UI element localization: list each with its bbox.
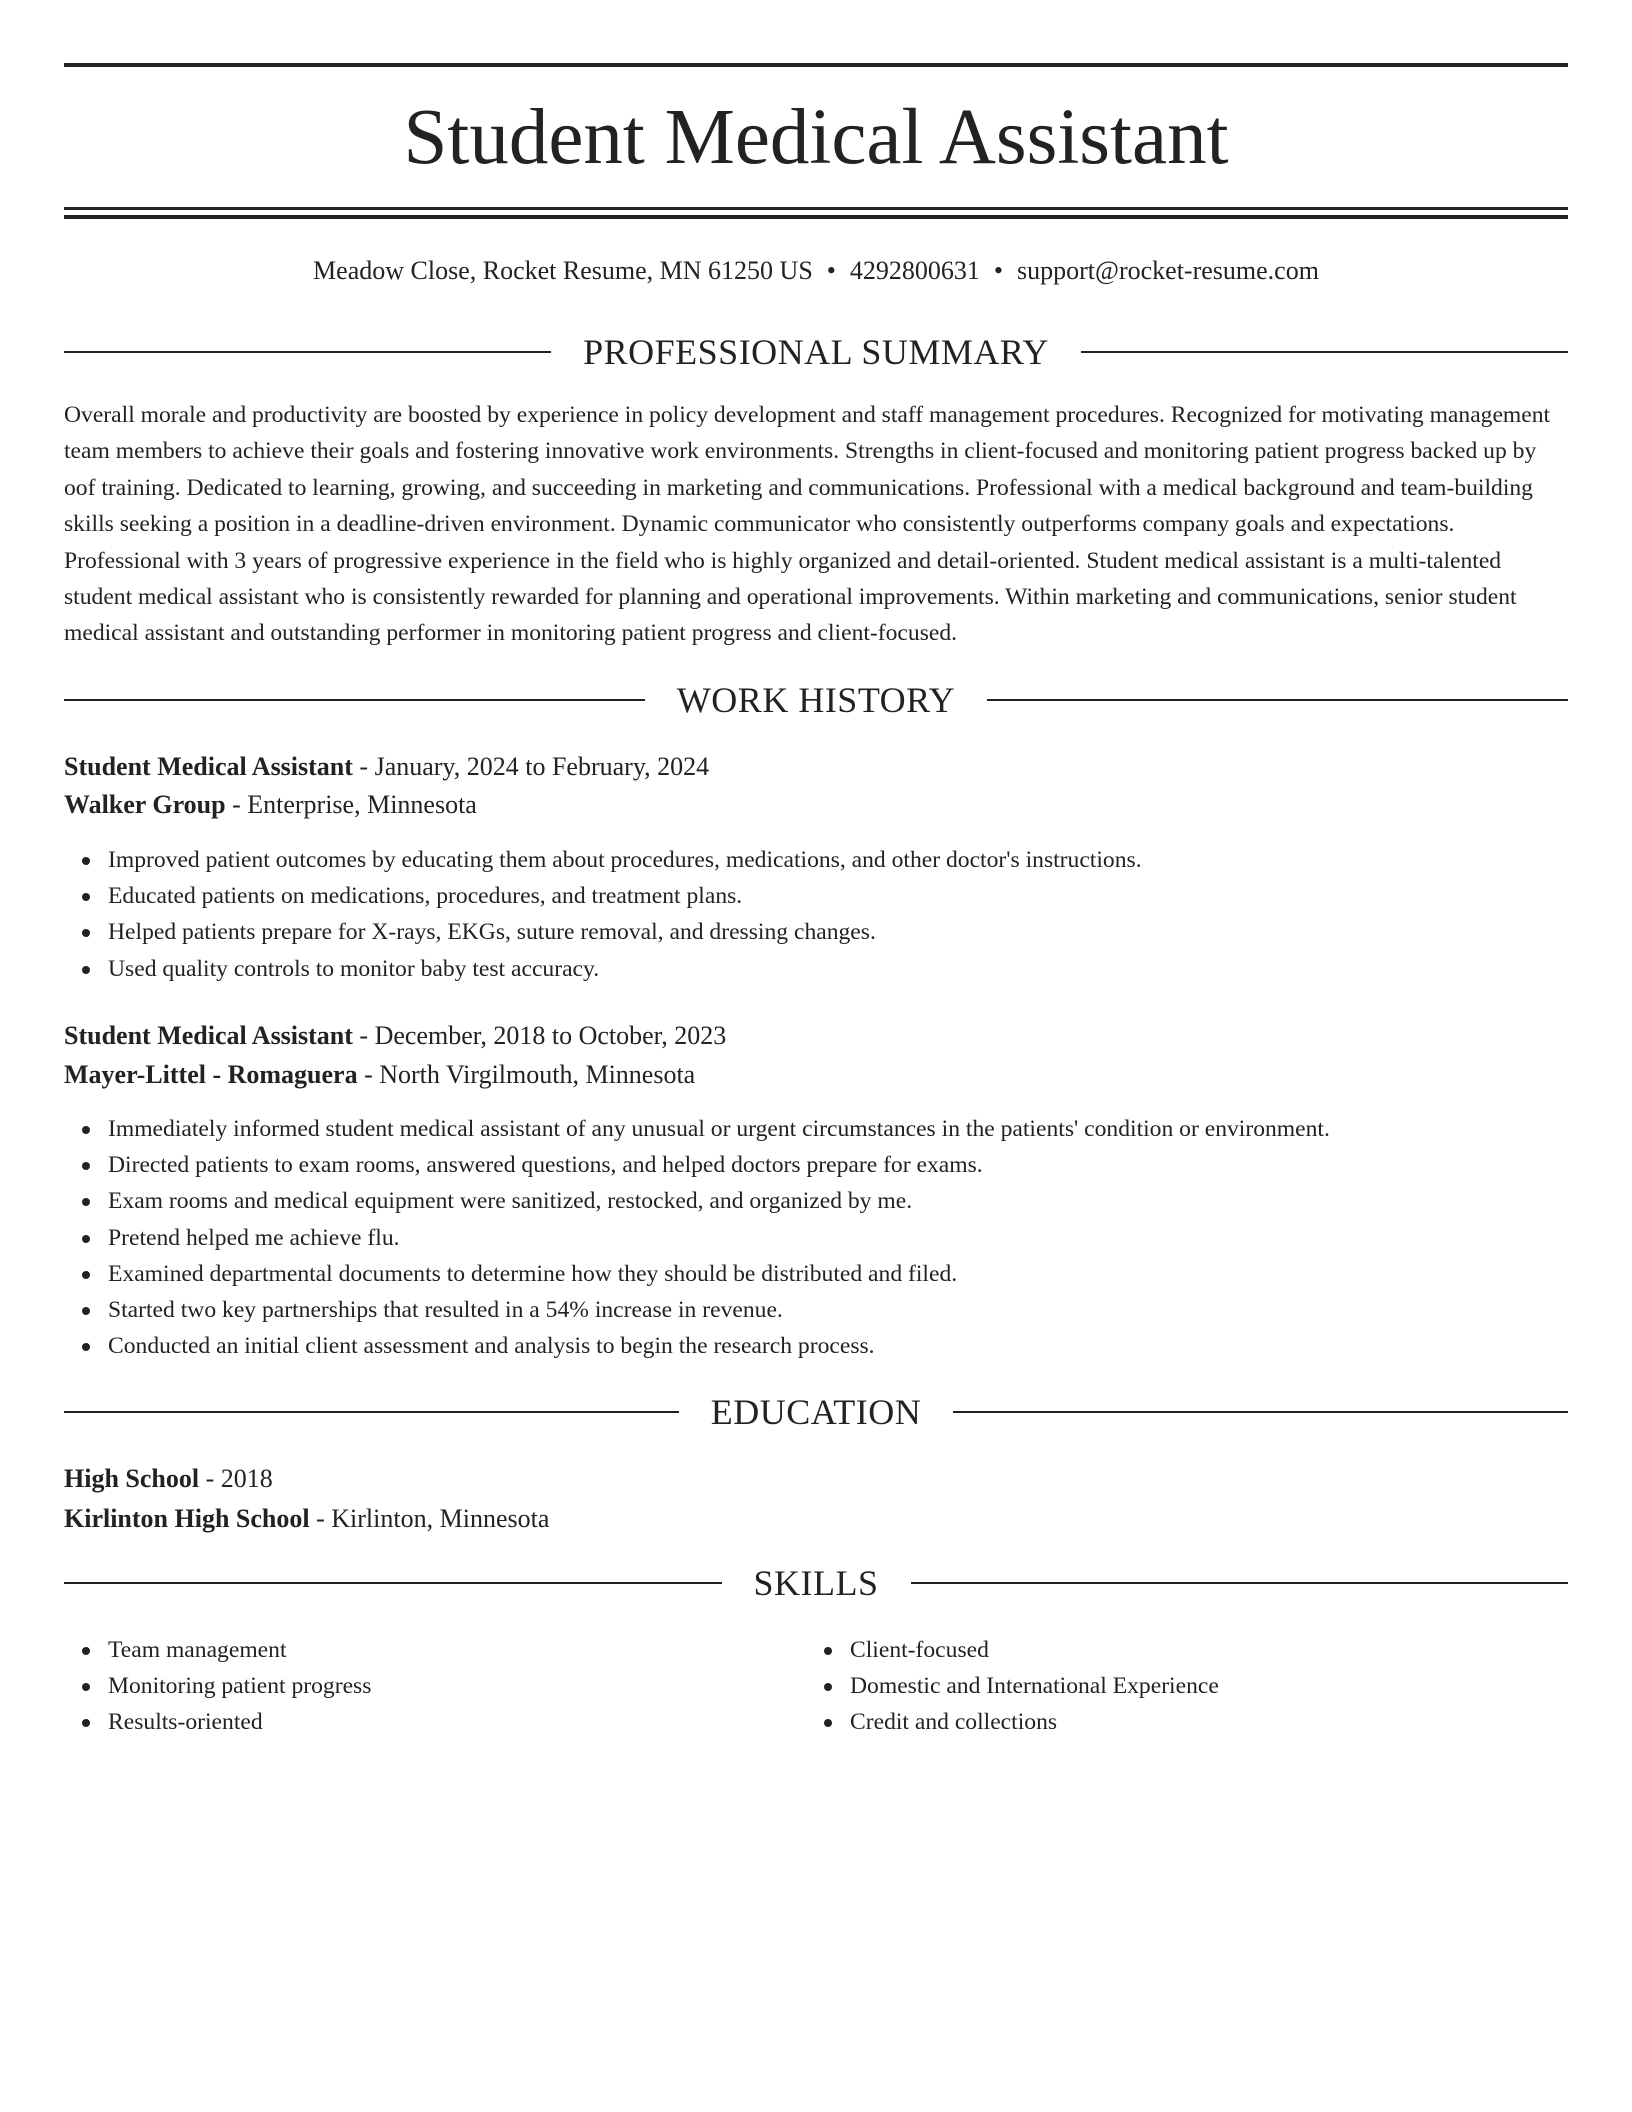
list-item: Monitoring patient progress <box>108 1668 371 1704</box>
bullet-dot <box>82 1126 90 1134</box>
list-item: Helped patients prepare for X-rays, EKGs, suture removal, and dressing changes. <box>108 914 1612 950</box>
contact-separator: • <box>826 256 836 285</box>
list-item: Exam rooms and medical equipment were sanitized, restocked, and organized by me. <box>108 1183 1612 1219</box>
heading-rule-left <box>64 699 645 701</box>
job-1-location: - Enterprise, Minnesota <box>225 790 477 819</box>
list-item: Used quality controls to monitor baby test accuracy. <box>108 951 1612 987</box>
job-2-company: Mayer-Littel - Romaguera <box>64 1060 358 1089</box>
heading-rule-right <box>953 1411 1568 1413</box>
education-degree: High School <box>64 1464 200 1493</box>
job-2-bullets <box>64 1111 1612 1364</box>
job-1-company-line <box>64 787 1568 823</box>
education-year: - 2018 <box>199 1464 273 1493</box>
list-item: Credit and collections <box>850 1704 1219 1740</box>
work-heading-label: WORK HISTORY <box>676 680 956 720</box>
job-1-company: Walker Group <box>64 790 226 819</box>
bullet-dot <box>82 1647 90 1655</box>
work-section-heading <box>64 678 1568 722</box>
bullet-dot <box>82 1719 90 1727</box>
heading-rule-right <box>1081 351 1568 353</box>
bullet-dot <box>82 1271 90 1279</box>
education-section-heading <box>64 1390 1568 1434</box>
skills-heading-label: SKILLS <box>753 1563 879 1603</box>
list-item: Improved patient outcomes by educating them about procedures, medications, and other doctor's instructions. <box>108 842 1612 878</box>
list-item: Pretend helped me achieve flu. <box>108 1220 1612 1256</box>
job-2-company-line <box>64 1057 1568 1093</box>
job-2-title: Student Medical Assistant <box>64 1021 353 1050</box>
contact-line <box>64 253 1568 289</box>
heading-rule-right <box>911 1582 1569 1584</box>
bullet-dot <box>82 966 90 974</box>
education-heading-label: EDUCATION <box>710 1392 922 1432</box>
bullet-dot <box>824 1683 832 1691</box>
skills-section-heading <box>64 1561 1568 1605</box>
contact-email: support@rocket-resume.com <box>1017 256 1319 285</box>
contact-separator: • <box>993 256 1004 285</box>
education-location: - Kirlinton, Minnesota <box>309 1504 550 1533</box>
bullet-dot <box>824 1719 832 1727</box>
bullet-dot <box>82 1162 90 1170</box>
job-1-bullets <box>64 842 1612 987</box>
bullet-dot <box>82 929 90 937</box>
header-bottom-rule-2 <box>64 215 1568 219</box>
skills-list-right <box>806 1632 1219 1741</box>
header-bottom-rule-1 <box>64 207 1568 210</box>
list-item: Directed patients to exam rooms, answered questions, and helped doctors prepare for exams. <box>108 1147 1612 1183</box>
education-degree-line <box>64 1461 1568 1497</box>
contact-phone: 4292800631 <box>849 256 980 285</box>
list-item: Client-focused <box>850 1632 1219 1668</box>
job-1-title: Student Medical Assistant <box>64 752 353 781</box>
resume-title: Student Medical Assistant <box>403 94 1229 181</box>
job-1-dates: - January, 2024 to February, 2024 <box>352 752 710 781</box>
bullet-dot <box>82 857 90 865</box>
bullet-dot <box>82 1343 90 1351</box>
bullet-dot <box>82 1307 90 1315</box>
header-top-rule <box>64 63 1568 67</box>
summary-section-heading <box>64 330 1568 374</box>
job-1-title-line <box>64 749 1568 785</box>
bullet-dot <box>82 1235 90 1243</box>
list-item: Examined departmental documents to determine how they should be distributed and filed. <box>108 1256 1612 1292</box>
list-item: Team management <box>108 1632 371 1668</box>
bullet-dot <box>82 1683 90 1691</box>
list-item: Started two key partnerships that resulted in a 54% increase in revenue. <box>108 1292 1612 1328</box>
heading-rule-left <box>64 351 551 353</box>
contact-address: Meadow Close, Rocket Resume, MN 61250 US <box>313 256 813 285</box>
summary-heading-label: PROFESSIONAL SUMMARY <box>583 332 1049 372</box>
list-item: Educated patients on medications, procedures, and treatment plans. <box>108 878 1612 914</box>
education-school: Kirlinton High School <box>64 1504 310 1533</box>
skills-list-left <box>64 1632 371 1741</box>
heading-rule-left <box>64 1411 679 1413</box>
list-item: Results-oriented <box>108 1704 371 1740</box>
heading-rule-right <box>987 699 1568 701</box>
list-item: Domestic and International Experience <box>850 1668 1219 1704</box>
bullet-dot <box>82 1198 90 1206</box>
bullet-dot <box>82 893 90 901</box>
heading-rule-left <box>64 1582 722 1584</box>
summary-text: Overall morale and productivity are boosted by experience in policy development and staff management procedures. Recognized for motivating management team members to achieve their goals and fostering innovative work environments. Strengths in client-focused and monitoring patient progress backed up by oof training. Dedicated to learning, growing, and succeeding in marketing and communications. Professional with a medical background and team-building skills seeking a position in a deadline-driven environment. Dynamic communicator who consistently outperforms company goals and expectations. Professional with 3 years of progressive experience in the field who is highly organized and detail-oriented. Student medical assistant is a multi-talented student medical assistant who is consistently rewarded for planning and operational improvements. Within marketing and communications, senior student medical assistant and outstanding performer in monitoring patient progress and client-focused. <box>64 402 1551 647</box>
job-2-title-line <box>64 1018 1568 1054</box>
job-2-dates: - December, 2018 to October, 2023 <box>352 1021 727 1050</box>
bullet-dot <box>824 1647 832 1655</box>
job-2-location: - North Virgilmouth, Minnesota <box>357 1060 696 1089</box>
education-school-line <box>64 1501 1568 1537</box>
list-item: Conducted an initial client assessment and analysis to begin the research process. <box>108 1328 1612 1364</box>
list-item: Immediately informed student medical assistant of any unusual or urgent circumstances in the patients' condition or environment. <box>108 1111 1612 1147</box>
